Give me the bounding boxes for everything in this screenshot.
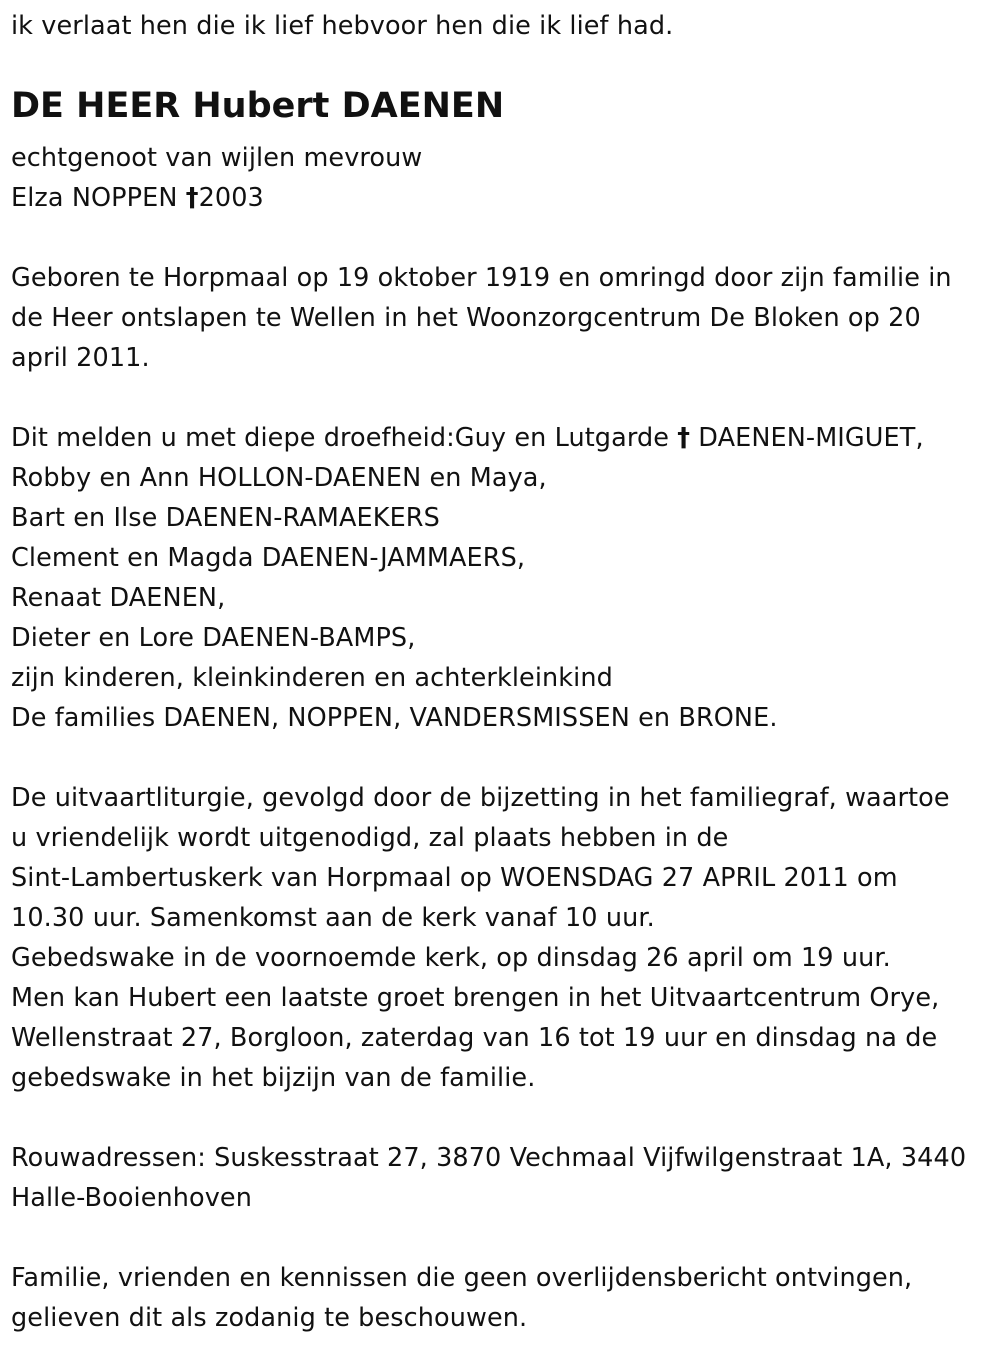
family-line: Bart en Ilse DAENEN-RAMAEKERS: [11, 503, 440, 533]
cross-icon: †: [677, 423, 691, 453]
paragraph-line: u vriendelijk wordt uitgenodigd, zal plaats hebben in de: [11, 823, 729, 853]
family-line: zijn kinderen, kleinkinderen en achterkleinkind: [11, 663, 613, 693]
family-line: De families DAENEN, NOPPEN, VANDERSMISSEN en BRONE.: [11, 703, 778, 733]
paragraph-line: Halle-Booienhoven: [11, 1183, 252, 1213]
paragraph-line: gebedswake in het bijzijn van de familie.: [11, 1063, 536, 1093]
announcement-first-line: [11, 418, 996, 458]
cross-icon: †: [185, 183, 199, 213]
spouse-section: [11, 138, 996, 218]
spouse-death-year: 2003: [198, 183, 264, 213]
birth-death-paragraph: [11, 258, 996, 378]
spacer: [11, 1218, 996, 1258]
obituary-notice: [11, 6, 996, 1338]
paragraph-line: Wellenstraat 27, Borgloon, zaterdag van 16 tot 19 uur en dinsdag na de: [11, 1023, 938, 1053]
addresses-paragraph: [11, 1138, 996, 1218]
spacer: [11, 378, 996, 418]
paragraph-line: april 2011.: [11, 343, 150, 373]
deceased-name: DE HEER Hubert DAENEN: [11, 86, 505, 126]
spacer: [11, 738, 996, 778]
spouse-line-2: [11, 178, 996, 218]
paragraph-line: De uitvaartliturgie, gevolgd door de bijzetting in het familiegraf, waartoe: [11, 783, 950, 813]
paragraph-line: Sint-Lambertuskerk van Horpmaal op WOENSDAG 27 APRIL 2011 om: [11, 863, 898, 893]
family-line: Renaat DAENEN,: [11, 583, 226, 613]
paragraph-line: Gebedswake in de voornoemde kerk, op dinsdag 26 april om 19 uur.: [11, 943, 891, 973]
intro-line: ik verlaat hen die ik lief hebvoor hen die ik lief had.: [11, 11, 674, 41]
closing-paragraph: [11, 1258, 996, 1338]
paragraph-line: Rouwadressen: Suskesstraat 27, 3870 Vechmaal Vijfwilgenstraat 1A, 3440: [11, 1143, 967, 1173]
family-line: Clement en Magda DAENEN-JAMMAERS,: [11, 543, 526, 573]
spouse-name: Elza NOPPEN: [11, 183, 186, 213]
spacer: [11, 218, 996, 258]
funeral-paragraph: [11, 778, 996, 1098]
family-line: Robby en Ann HOLLON-DAENEN en Maya,: [11, 463, 547, 493]
paragraph-line: 10.30 uur. Samenkomst aan de kerk vanaf 10 uur.: [11, 903, 655, 933]
announcement-paragraph: [11, 418, 996, 738]
announcement-text: DAENEN-MIGUET,: [690, 423, 924, 453]
spouse-line-1: echtgenoot van wijlen mevrouw: [11, 143, 423, 173]
paragraph-line: Familie, vrienden en kennissen die geen overlijdensbericht ontvingen,: [11, 1263, 913, 1293]
paragraph-line: gelieven dit als zodanig te beschouwen.: [11, 1303, 528, 1333]
announcement-text: Dit melden u met diepe droefheid:Guy en Lutgarde: [11, 423, 678, 453]
paragraph-line: de Heer ontslapen te Wellen in het Woonzorgcentrum De Bloken op 20: [11, 303, 921, 333]
paragraph-line: Men kan Hubert een laatste groet brengen in het Uitvaartcentrum Orye,: [11, 983, 940, 1013]
paragraph-line: Geboren te Horpmaal op 19 oktober 1919 en omringd door zijn familie in: [11, 263, 952, 293]
family-line: Dieter en Lore DAENEN-BAMPS,: [11, 623, 416, 653]
spacer: [11, 1098, 996, 1138]
